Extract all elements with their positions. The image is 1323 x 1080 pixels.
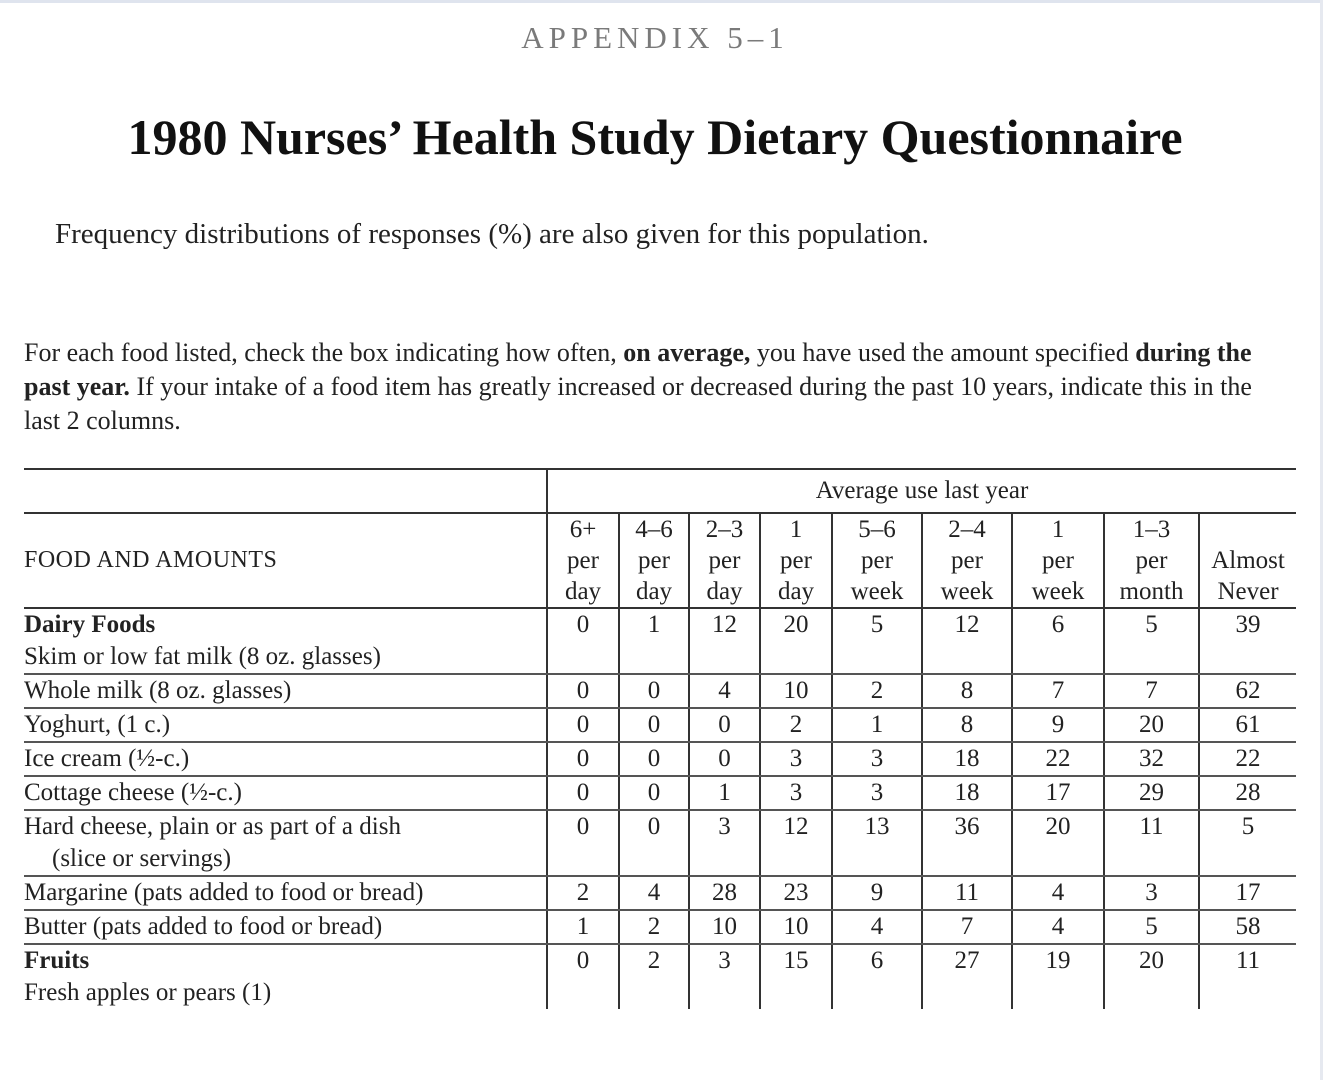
frequency-cell[interactable]: 8 [922, 674, 1012, 708]
frequency-cell[interactable]: 0 [547, 742, 619, 776]
frequency-cell[interactable]: 3 [832, 742, 922, 776]
frequency-cell[interactable]: 0 [547, 674, 619, 708]
frequency-cell[interactable]: 5 [1104, 910, 1199, 944]
frequency-cell[interactable]: 0 [547, 944, 619, 1009]
frequency-cell[interactable]: 15 [760, 944, 832, 1009]
frequency-cell[interactable]: 2 [619, 944, 689, 1009]
column-header-line: per [951, 547, 983, 574]
column-header-row [24, 513, 1296, 608]
frequency-cell[interactable]: 12 [922, 608, 1012, 674]
instructions-bold-2: during the past year. [24, 338, 1252, 401]
frequency-cell[interactable]: 19 [1012, 944, 1104, 1009]
column-header-line: week [1031, 578, 1085, 605]
frequency-cell[interactable]: 20 [1104, 708, 1199, 742]
food-cell [24, 944, 547, 1009]
column-header-line: 1–3 [1132, 516, 1171, 543]
column-header-line: day [564, 578, 602, 605]
frequency-cell[interactable]: 17 [1012, 776, 1104, 810]
instructions-text-3: If your intake of a food item has greatly increased or decreased during the past 10 years, indicate this in the last 2 columns. [24, 372, 1252, 435]
frequency-cell[interactable]: 2 [760, 708, 832, 742]
food-category: Fruits [24, 947, 90, 974]
frequency-cell[interactable]: 0 [619, 776, 689, 810]
page-subtitle: Frequency distributions of responses (%) are also given for this population. [55, 218, 929, 250]
frequency-cell[interactable]: 0 [547, 608, 619, 674]
frequency-cell[interactable]: 5 [832, 608, 922, 674]
frequency-cell[interactable]: 62 [1199, 674, 1296, 708]
food-category: Dairy Foods [24, 611, 156, 638]
food-name: Margarine (pats added to food or bread) [24, 879, 424, 906]
frequency-cell[interactable]: 2 [619, 910, 689, 944]
food-cell [24, 876, 547, 910]
column-header [1199, 513, 1296, 608]
frequency-cell[interactable]: 12 [689, 608, 760, 674]
frequency-cell[interactable]: 8 [922, 708, 1012, 742]
instructions-text-1: For each food listed, check the box indicating how often, [24, 338, 624, 367]
frequency-cell[interactable]: 0 [619, 810, 689, 876]
column-header-line: Never [1217, 578, 1279, 605]
table-row [24, 776, 1296, 810]
frequency-cell[interactable]: 18 [922, 776, 1012, 810]
food-name: Skim or low fat milk (8 oz. glasses) [24, 643, 381, 670]
column-header [760, 513, 832, 608]
frequency-cell[interactable]: 3 [832, 776, 922, 810]
column-header-line: 1 [789, 516, 803, 543]
group-header-spacer [24, 469, 547, 513]
column-header-line: day [706, 578, 743, 605]
frequency-cell[interactable]: 0 [689, 742, 760, 776]
frequency-cell[interactable]: 12 [760, 810, 832, 876]
column-header-line: 4–6 [635, 516, 673, 543]
group-header-row [24, 469, 1296, 513]
column-header [1104, 513, 1199, 608]
frequency-cell[interactable]: 0 [547, 708, 619, 742]
frequency-cell[interactable]: 61 [1199, 708, 1296, 742]
frequency-cell[interactable]: 3 [689, 944, 760, 1009]
column-header-line: per [638, 547, 670, 574]
instructions-text-2: you have used the amount specified [750, 338, 1136, 367]
food-column-header: FOOD AND AMOUNTS [24, 513, 547, 608]
food-cell [24, 708, 547, 742]
page-title: 1980 Nurses’ Health Study Dietary Questionnaire [127, 109, 1183, 165]
frequency-cell[interactable]: 1 [832, 708, 922, 742]
frequency-cell[interactable]: 20 [1012, 810, 1104, 876]
table-row [24, 910, 1296, 944]
frequency-cell[interactable]: 29 [1104, 776, 1199, 810]
food-cell [24, 608, 547, 674]
column-header-line: month [1119, 578, 1184, 605]
frequency-cell[interactable]: 22 [1199, 742, 1296, 776]
frequency-cell[interactable]: 0 [619, 742, 689, 776]
table-row [24, 608, 1296, 674]
frequency-cell[interactable]: 2 [832, 674, 922, 708]
frequency-cell[interactable]: 4 [619, 876, 689, 910]
column-header [689, 513, 760, 608]
column-header-line: 5–6 [858, 516, 896, 543]
column-header-line [1200, 514, 1296, 545]
frequency-cell[interactable]: 11 [1104, 810, 1199, 876]
column-header [832, 513, 922, 608]
frequency-cell[interactable]: 23 [760, 876, 832, 910]
frequency-cell[interactable]: 1 [689, 776, 760, 810]
food-cell [24, 910, 547, 944]
frequency-cell[interactable]: 10 [689, 910, 760, 944]
top-border [0, 0, 1323, 3]
food-cell [24, 674, 547, 708]
instructions-paragraph [24, 336, 1294, 438]
column-header [619, 513, 689, 608]
frequency-cell[interactable]: 3 [1104, 876, 1199, 910]
frequency-cell[interactable]: 0 [689, 708, 760, 742]
column-header-line: Almost [1211, 547, 1285, 574]
food-name: Whole milk (8 oz. glasses) [24, 677, 292, 704]
frequency-cell[interactable]: 4 [1012, 876, 1104, 910]
frequency-cell[interactable]: 9 [1012, 708, 1104, 742]
food-name-continued: (slice or servings) [52, 845, 232, 872]
frequency-cell[interactable]: 7 [1012, 674, 1104, 708]
frequency-cell[interactable]: 39 [1199, 608, 1296, 674]
food-name: Cottage cheese (½-c.) [24, 779, 242, 806]
frequency-cell[interactable]: 17 [1199, 876, 1296, 910]
column-header [922, 513, 1012, 608]
food-cell [24, 742, 547, 776]
frequency-cell[interactable]: 27 [922, 944, 1012, 1009]
appendix-label: APPENDIX 5–1 [521, 20, 789, 55]
frequency-cell[interactable]: 28 [689, 876, 760, 910]
frequency-cell[interactable]: 20 [1104, 944, 1199, 1009]
group-header-label: Average use last year [547, 469, 1296, 513]
column-header-line: week [850, 578, 904, 605]
frequency-cell[interactable]: 0 [619, 708, 689, 742]
column-header-line: per [708, 547, 741, 574]
food-name: Ice cream (½-c.) [24, 745, 190, 772]
column-header-line: 2–3 [705, 516, 744, 543]
column-header-line: day [635, 578, 673, 605]
table-row [24, 876, 1296, 910]
table-row [24, 674, 1296, 708]
frequency-cell[interactable]: 3 [689, 810, 760, 876]
frequency-cell[interactable]: 32 [1104, 742, 1199, 776]
instructions-bold-1: on average, [623, 338, 751, 367]
frequency-cell[interactable]: 4 [832, 910, 922, 944]
frequency-cell[interactable]: 20 [760, 608, 832, 674]
frequency-cell[interactable]: 11 [1199, 944, 1296, 1009]
frequency-cell[interactable]: 6 [1012, 608, 1104, 674]
frequency-cell[interactable]: 7 [1104, 674, 1199, 708]
frequency-cell[interactable]: 0 [547, 776, 619, 810]
frequency-cell[interactable]: 0 [619, 674, 689, 708]
frequency-cell[interactable]: 0 [547, 810, 619, 876]
column-header-line: per [861, 547, 893, 574]
food-name: Hard cheese, plain or as part of a dish [24, 813, 401, 840]
frequency-cell[interactable]: 10 [760, 674, 832, 708]
column-header-line: 1 [1051, 516, 1065, 543]
column-header-line: per [780, 547, 812, 574]
frequency-cell[interactable]: 3 [760, 742, 832, 776]
food-name: Fresh apples or pears (1) [24, 979, 272, 1006]
frequency-cell[interactable]: 5 [1104, 608, 1199, 674]
food-name: Yoghurt, (1 c.) [24, 711, 171, 738]
frequency-cell[interactable]: 36 [922, 810, 1012, 876]
frequency-cell[interactable]: 3 [760, 776, 832, 810]
column-header [1012, 513, 1104, 608]
column-header-line: per [1042, 547, 1074, 574]
frequency-cell[interactable]: 28 [1199, 776, 1296, 810]
frequency-cell[interactable]: 4 [1012, 910, 1104, 944]
questionnaire-table [24, 468, 1296, 1009]
food-cell [24, 776, 547, 810]
column-header-line: per [567, 547, 599, 574]
frequency-cell[interactable]: 13 [832, 810, 922, 876]
column-header-line: week [940, 578, 994, 605]
frequency-cell[interactable]: 22 [1012, 742, 1104, 776]
frequency-cell[interactable]: 7 [922, 910, 1012, 944]
table-row [24, 742, 1296, 776]
column-header-line: per [1135, 547, 1168, 574]
frequency-cell[interactable]: 6 [832, 944, 922, 1009]
frequency-cell[interactable]: 5 [1199, 810, 1296, 876]
frequency-cell[interactable]: 10 [760, 910, 832, 944]
frequency-cell[interactable]: 58 [1199, 910, 1296, 944]
column-header-line: day [777, 578, 815, 605]
column-header [547, 513, 619, 608]
frequency-cell[interactable]: 4 [689, 674, 760, 708]
table-row [24, 708, 1296, 742]
frequency-cell[interactable]: 1 [619, 608, 689, 674]
food-name: Butter (pats added to food or bread) [24, 913, 383, 940]
frequency-cell[interactable]: 18 [922, 742, 1012, 776]
table-row [24, 944, 1296, 1009]
frequency-cell[interactable]: 9 [832, 876, 922, 910]
column-header-line: 6+ [569, 516, 597, 543]
column-header-line: 2–4 [948, 516, 986, 543]
frequency-cell[interactable]: 11 [922, 876, 1012, 910]
frequency-cell[interactable]: 2 [547, 876, 619, 910]
table-row [24, 810, 1296, 876]
frequency-cell[interactable]: 1 [547, 910, 619, 944]
food-cell [24, 810, 547, 876]
